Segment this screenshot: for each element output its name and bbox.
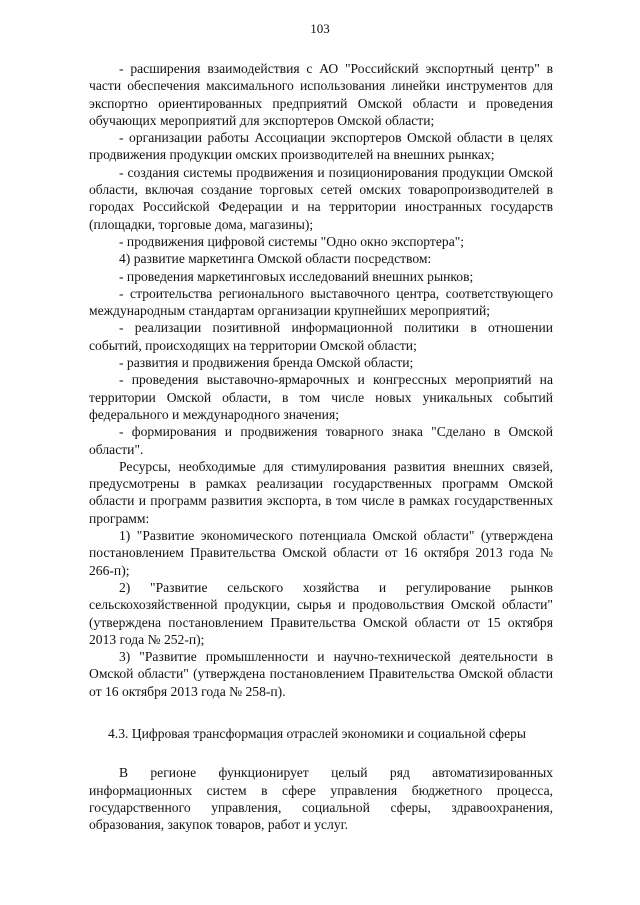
paragraph: Ресурсы, необходимые для стимулирования развития внешних связей, предусмотрены в рамках реализации государственных программ Омской области и программ развития экспорта, в том числе в рамках государственных программ:: [89, 458, 553, 526]
paragraph: - строительства регионального выставочного центра, соответствующего международным стандартам организации крупнейших мероприятий;: [89, 285, 553, 319]
paragraph: - проведения выставочно-ярмарочных и конгрессных мероприятий на территории Омской области, в том числе новых уникальных событий федерального и международного значения;: [89, 372, 553, 422]
document-body: [89, 60, 553, 833]
paragraph: - проведения маркетинговых исследований внешних рынков;: [119, 268, 474, 284]
paragraph: - формирования и продвижения товарного знака "Сделано в Омской области".: [89, 424, 553, 457]
paragraph: - развития и продвижения бренда Омской области;: [119, 355, 414, 371]
paragraph: 1) "Развитие экономического потенциала Омской области" (утверждена постановлением Правительства Омской области от 16 октября 2013 года № 266-п);: [89, 528, 553, 578]
paragraph: В регионе функционирует целый ряд автоматизированных информационных систем в сфере управления бюджетного процесса, государственного управления, социальной сферы, здравоохранения, образования, закупок товаров, работ и услуг.: [89, 765, 553, 833]
paragraph: - продвижения цифровой системы "Одно окно экспортера";: [119, 233, 465, 249]
paragraph: - организации работы Ассоциации экспортеров Омской области в целях продвижения продукции омских производителей на внешних рынках;: [89, 130, 553, 163]
paragraph: 4) развитие маркетинга Омской области посредством:: [119, 251, 432, 267]
paragraph: - расширения взаимодействия с АО "Российский экспортный центр" в части обеспечения максимального использования линейки инструментов для экспортно ориентированных предприятий Омской области и проведения обучающих мероприятий для экспортеров Омской области;: [89, 61, 553, 128]
page-number: 103: [310, 21, 330, 36]
paragraph: 3) "Развитие промышленности и научно-технической деятельности в Омской области" (утверждена постановлением Правительства Омской области от 16 октября 2013 года № 258-п).: [89, 649, 553, 699]
paragraph: - создания системы продвижения и позиционирования продукции Омской области, включая создание торговых сетей омских товаропроизводителей в городах Российской Федерации и на территории иностранных государств (площадки, торговые дома, магазины);: [89, 164, 553, 232]
paragraph: - реализации позитивной информационной политики в отношении событий, происходящих на территории Омской области;: [89, 320, 553, 353]
section-heading: 4.3. Цифровая трансформация отраслей экономики и социальной сферы: [108, 725, 527, 741]
paragraph: 2) "Развитие сельского хозяйства и регулирование рынков сельскохозяйственной продукции, сырья и продовольствия Омской области" (утверждена постановлением Правительства Омской области от 15 октября 2013 года № 252-п);: [89, 579, 553, 647]
